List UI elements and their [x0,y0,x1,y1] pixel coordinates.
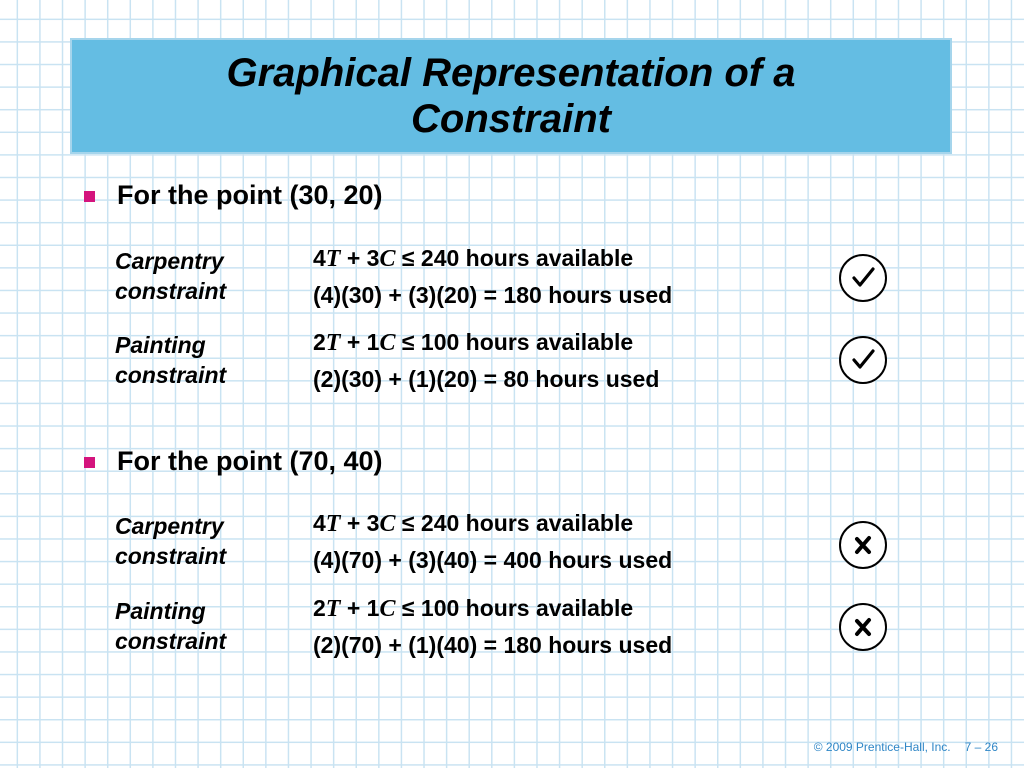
constraint-inequality: 4T + 3C ≤ 240 hours available [313,245,634,272]
constraint-calculation: (2)(30) + (1)(20) = 80 hours used [313,366,660,392]
slide-title-line-2: Constraint [411,97,611,141]
constraint-calculation: (2)(70) + (1)(40) = 180 hours used [313,632,673,658]
slide-title-line-1: Graphical Representation of a [226,51,796,95]
bullet-point-1 [84,180,383,211]
bullet-square-icon [84,191,95,202]
constraint-label-painting: Painting constraint [115,598,227,654]
constraint-calculation: (4)(70) + (3)(40) = 400 hours used [313,547,673,573]
x-circle-icon [839,521,887,569]
constraint-inequality: 4T + 3C ≤ 240 hours available [313,510,634,537]
constraint-label-carpentry: Carpentry constraint [115,248,227,304]
constraint-calculation: (4)(30) + (3)(20) = 180 hours used [313,282,673,308]
copyright-text: © 2009 Prentice-Hall, Inc. [813,740,951,754]
constraint-label-painting: Painting constraint [115,332,227,388]
x-circle-icon [839,603,887,651]
constraint-inequality: 2T + 1C ≤ 100 hours available [313,329,634,356]
slide-title-box [70,38,952,154]
bullet-square-icon [84,457,95,468]
bullet-point-2 [84,446,383,477]
constraint-label-carpentry: Carpentry constraint [115,513,227,569]
check-circle-icon [839,254,887,302]
constraint-inequality: 2T + 1C ≤ 100 hours available [313,595,634,622]
bullet-heading: For the point (70, 40) [117,446,383,476]
page-number: 7 – 26 [964,740,998,754]
slide-footer [814,740,998,754]
check-circle-icon [839,336,887,384]
bullet-heading: For the point (30, 20) [117,180,383,210]
